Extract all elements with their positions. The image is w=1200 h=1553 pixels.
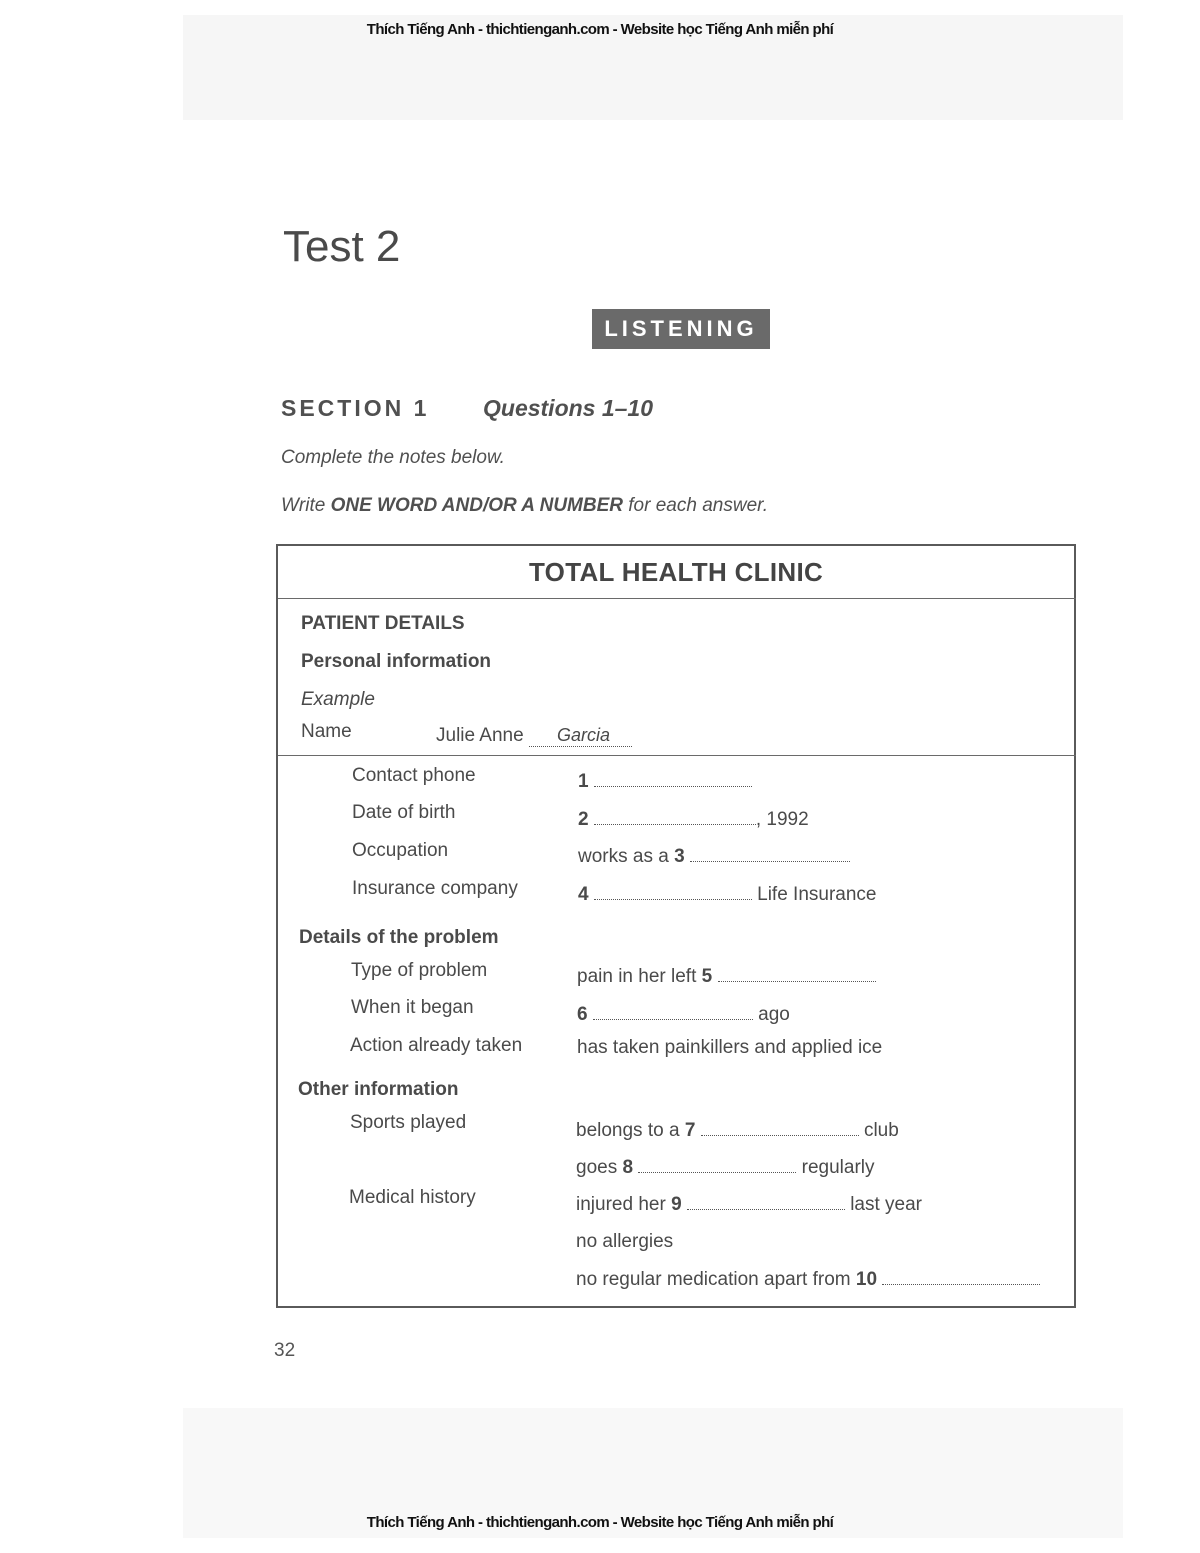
question-number: 8 <box>622 1157 634 1178</box>
answer-blank[interactable] <box>690 849 850 862</box>
patient-details-heading: PATIENT DETAILS <box>301 613 465 634</box>
example-label: Example <box>301 689 375 710</box>
instruction-word-limit-bold: ONE WORD AND/OR A NUMBER <box>330 495 623 516</box>
page-number: 32 <box>274 1340 296 1361</box>
answer-blank[interactable] <box>593 1007 753 1020</box>
answer-prefix: works as a <box>578 846 675 867</box>
question-number: 10 <box>855 1269 878 1290</box>
question-number: 6 <box>577 1004 588 1025</box>
title-divider <box>278 598 1076 599</box>
question-number: 5 <box>701 966 713 987</box>
row-label-contact-phone: Contact phone <box>352 765 476 786</box>
instruction-word-limit <box>281 495 768 517</box>
answer-1 <box>578 771 752 793</box>
answer-blank[interactable] <box>701 1123 859 1136</box>
name-value <box>436 725 632 747</box>
example-divider <box>278 755 1076 756</box>
answer-prefix: pain in her left <box>577 966 702 987</box>
answer-3 <box>578 846 850 868</box>
answer-blank[interactable] <box>594 887 752 900</box>
answer-4 <box>578 884 877 906</box>
answer-blank[interactable] <box>594 812 756 825</box>
answer-blank[interactable] <box>594 774 752 787</box>
row-label-type-of-problem: Type of problem <box>351 960 488 981</box>
answer-6 <box>577 1004 790 1026</box>
answer-7 <box>576 1120 899 1142</box>
answer-suffix: last year <box>844 1194 923 1215</box>
row-label-date-of-birth: Date of birth <box>352 802 456 823</box>
section-label: SECTION 1 <box>281 395 430 421</box>
answer-blank[interactable] <box>687 1197 845 1210</box>
no-allergies-value: no allergies <box>576 1231 674 1252</box>
site-banner-top: Thích Tiếng Anh - thichtienganh.com - Website học Tiếng Anh miễn phí <box>366 21 834 38</box>
answer-suffix: club <box>858 1120 899 1141</box>
clinic-title: TOTAL HEALTH CLINIC <box>528 557 824 587</box>
question-number: 7 <box>684 1120 696 1141</box>
name-label: Name <box>301 721 352 742</box>
instruction-word-limit-pre: Write <box>281 495 331 516</box>
answer-suffix: , 1992 <box>755 809 809 830</box>
question-number: 4 <box>578 884 589 905</box>
question-number: 9 <box>671 1194 682 1215</box>
answer-5 <box>577 966 876 988</box>
answer-blank[interactable] <box>638 1160 796 1173</box>
action-taken-value: has taken painkillers and applied ice <box>577 1037 883 1058</box>
row-label-sports-played: Sports played <box>350 1112 467 1133</box>
answer-prefix: belongs to a <box>576 1120 685 1141</box>
row-label-medical-history: Medical history <box>349 1187 476 1208</box>
listening-badge: LISTENING <box>592 309 770 349</box>
question-number: 2 <box>578 809 589 830</box>
answer-suffix: regularly <box>796 1157 875 1178</box>
other-information-heading: Other information <box>298 1079 459 1100</box>
answer-blank[interactable] <box>882 1272 1040 1285</box>
personal-information-heading: Personal information <box>301 651 492 672</box>
name-value-prefix: Julie Anne <box>436 725 524 746</box>
row-label-when-it-began: When it began <box>351 997 474 1018</box>
row-label-occupation: Occupation <box>352 840 449 861</box>
answer-9 <box>576 1194 922 1216</box>
answer-10 <box>576 1269 1040 1291</box>
row-label-insurance-company: Insurance company <box>352 878 518 899</box>
answer-prefix: injured her <box>576 1194 672 1215</box>
answer-2 <box>578 809 809 831</box>
row-label-action-taken: Action already taken <box>350 1035 523 1056</box>
questions-label: Questions 1–10 <box>483 395 654 421</box>
question-number: 1 <box>578 771 589 792</box>
answer-suffix: Life Insurance <box>751 884 877 905</box>
instruction-complete-notes: Complete the notes below. <box>281 447 505 468</box>
answer-blank[interactable] <box>718 969 876 982</box>
instruction-word-limit-post: for each answer. <box>623 495 769 516</box>
answer-suffix: ago <box>752 1004 790 1025</box>
answer-prefix: no regular medication apart from <box>576 1269 856 1290</box>
answer-8 <box>576 1157 875 1179</box>
problem-heading: Details of the problem <box>299 927 499 948</box>
site-banner-bottom: Thích Tiếng Anh - thichtienganh.com - Website học Tiếng Anh miễn phí <box>366 1514 834 1531</box>
example-answer: Garcia <box>529 725 632 747</box>
answer-prefix: goes <box>576 1157 623 1178</box>
test-title: Test 2 <box>283 222 401 271</box>
question-number: 3 <box>674 846 685 867</box>
